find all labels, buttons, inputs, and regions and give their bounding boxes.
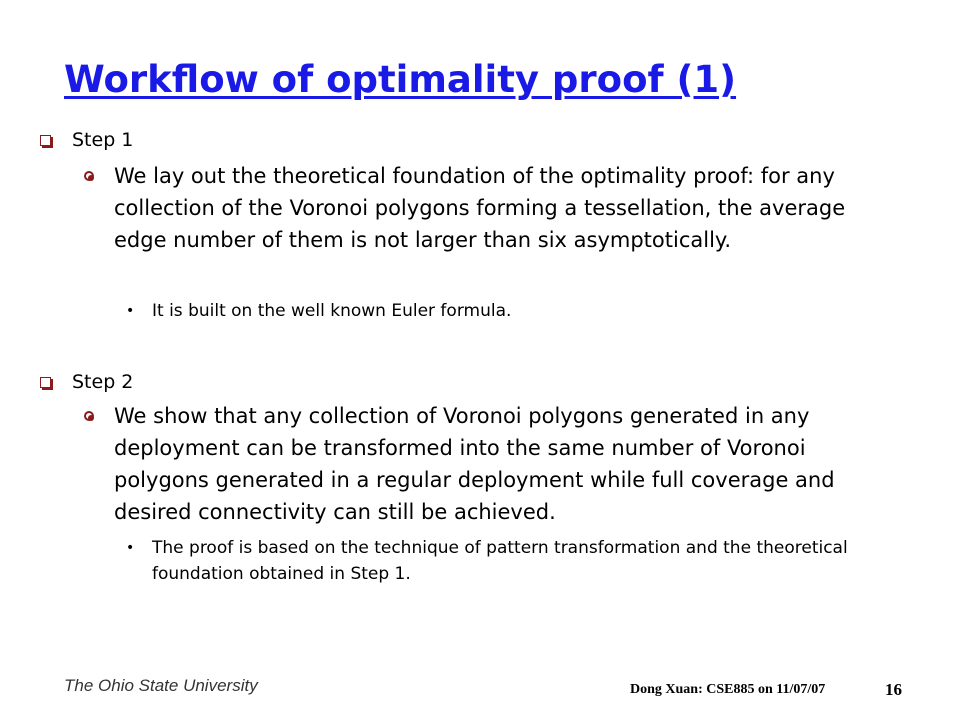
footer-author-course: Dong Xuan: CSE885 on 11/07/07 bbox=[630, 682, 826, 697]
dot-bullet-icon: • bbox=[126, 303, 135, 319]
slide-title: Workflow of optimality proof (1) bbox=[64, 58, 737, 101]
square-bullet-icon bbox=[40, 135, 51, 146]
square-bullet-icon bbox=[40, 377, 51, 388]
step-1-detail-item bbox=[84, 160, 884, 256]
step-2-detail-text: We show that any collection of Voronoi polygons generated in any deployment can be transformed into the same number of Voronoi polygons generated in a regular deployment while full coverage and desired connectivity can still be achieved. bbox=[114, 404, 835, 524]
circle-bullet-icon bbox=[84, 171, 94, 181]
step-1-detail-text: We lay out the theoretical foundation of the optimality proof: for any collection of the Voronoi polygons forming a tessellation, the average edge number of them is not larger than six asymptotically. bbox=[114, 164, 846, 252]
footer-institution: The Ohio State University bbox=[64, 676, 258, 695]
page-number: 16 bbox=[885, 680, 902, 699]
step-2-sub-text: The proof is based on the technique of pattern transformation and the theoretical foundation obtained in Step 1. bbox=[152, 538, 848, 584]
step-2-detail-item bbox=[84, 400, 884, 528]
step-1-label: Step 1 bbox=[72, 129, 134, 151]
step-1-sub-text: It is built on the well known Euler formula. bbox=[152, 301, 512, 321]
circle-bullet-icon bbox=[84, 411, 94, 421]
step-1-sub-item bbox=[126, 298, 511, 324]
step-2-label: Step 2 bbox=[72, 371, 134, 393]
step-2-sub-item bbox=[126, 535, 886, 587]
dot-bullet-icon: • bbox=[126, 540, 135, 556]
